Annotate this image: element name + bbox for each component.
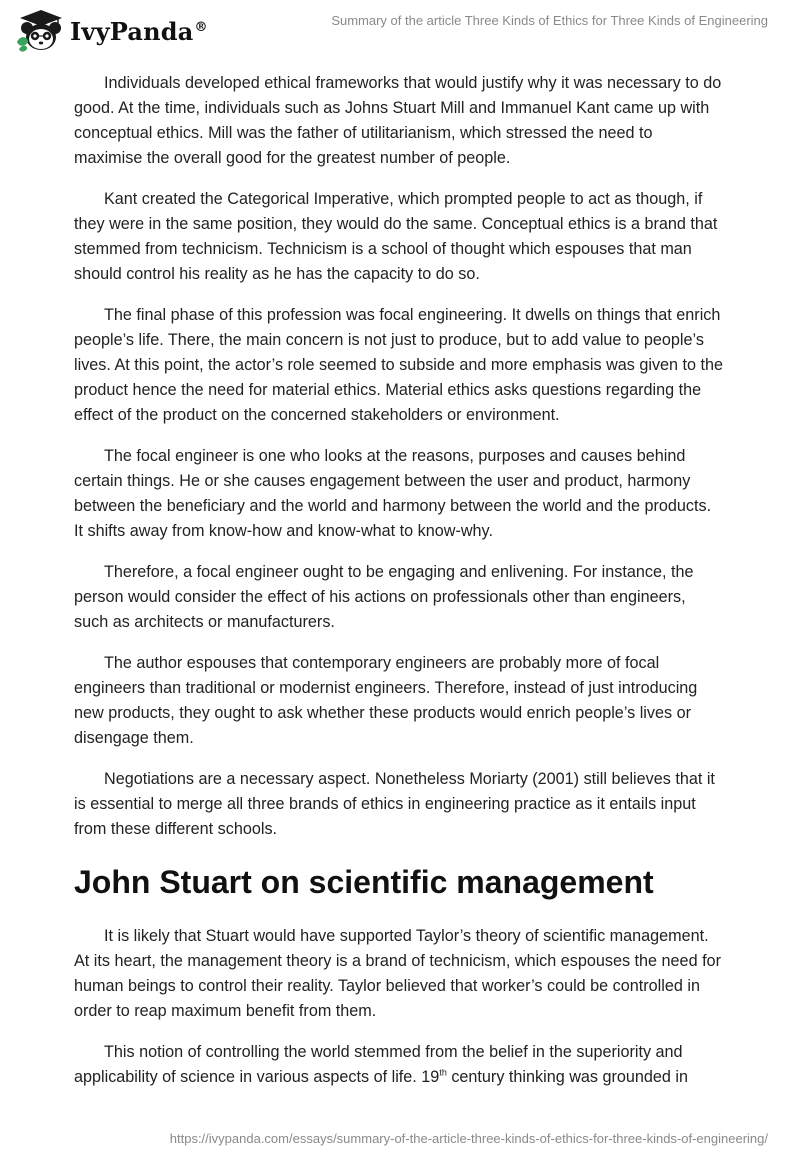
essay-body [74, 71, 724, 1106]
paragraph: The author espouses that contemporary engineers are probably more of focal engineers than traditional or modernist engineers. Therefore, instead of just introducing new products, they ought to ask whether these products would enrich people’s lives or disengage them. [74, 654, 698, 747]
document-title: Summary of the article Three Kinds of Ethics for Three Kinds of Engineering [331, 13, 768, 28]
paragraph: Therefore, a focal engineer ought to be engaging and enlivening. For instance, the person would consider the effect of his actions on professionals other than engineers, such as architects or manufacturers. [74, 563, 694, 631]
paragraph: It is likely that Stuart would have supported Taylor’s theory of scientific management. At its heart, the management theory is a brand of technicism, which espouses the need for human beings to control their reality. Taylor believed that worker’s could be controlled in order to reap maximum benefit from them. [74, 927, 721, 1020]
paragraph: Individuals developed ethical frameworks that would justify why it was necessary to do good. At the time, individuals such as Johns Stuart Mill and Immanuel Kant came up with conceptual ethics. Mill was the father of utilitarianism, which stressed the need to maximise the overall good for the greatest number of people. [74, 74, 722, 167]
ordinal-superscript: th [439, 1067, 447, 1078]
paragraph-last: This notion of controlling the world stemmed from the belief in the superiority and applicability of science in various aspects of life. 19th century thinking was grounded in [74, 1043, 688, 1086]
ivypanda-logo[interactable] [14, 8, 208, 54]
paragraph: Negotiations are a necessary aspect. Nonetheless Moriarty (2001) still believes that it is essential to merge all three brands of ethics in engineering practice as it entails input from these different schools. [74, 770, 715, 838]
page-header [0, 0, 800, 60]
logo-wordmark: IvyPanda® [70, 16, 208, 46]
source-url[interactable]: https://ivypanda.com/essays/summary-of-the-article-three-kinds-of-ethics-for-three-kinds-of-engineering/ [169, 1131, 768, 1146]
section-heading: John Stuart on scientific management [74, 864, 654, 900]
paragraph: Kant created the Categorical Imperative, which prompted people to act as though, if they were in the same position, they would do the same. Conceptual ethics is a brand that stemmed from technicism. Technicism is a school of thought which espouses that man should control his reality as he has the capacity to do so. [74, 190, 718, 283]
paragraph: The final phase of this profession was focal engineering. It dwells on things that enrich people’s life. There, the main concern is not just to produce, but to add value to people’s lives. At this point, the actor’s role seemed to subside and more emphasis was given to the product hence the need for material ethics. Material ethics asks questions regarding the effect of the product on the concerned stakeholders or environment. [74, 306, 724, 424]
panda-graduate-icon [14, 8, 68, 54]
paragraph: The focal engineer is one who looks at the reasons, purposes and causes behind certain things. He or she causes engagement between the user and product, harmony between the beneficiary and the world and harmony between the world and the products. It shifts away from know-how and know-what to know-why. [74, 447, 712, 540]
